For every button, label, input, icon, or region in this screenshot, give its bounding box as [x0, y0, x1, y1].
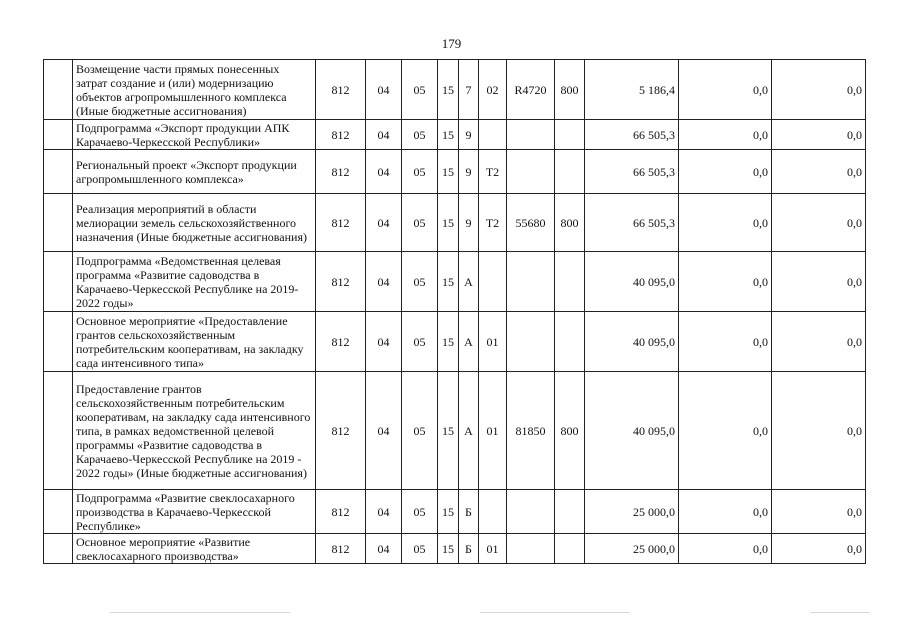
table-row [44, 60, 866, 120]
cell-amount-3: 0,0 [772, 534, 866, 564]
cell-name: Региональный проект «Экспорт продукции агропромышленного комплекса» [73, 150, 316, 194]
cell-rz: 04 [366, 372, 402, 490]
cell-vr [555, 312, 585, 372]
cell-program: 15 [438, 372, 459, 490]
cell-pr: 05 [402, 150, 438, 194]
cell-amount-1: 66 505,3 [585, 120, 679, 150]
cell-program: 15 [438, 490, 459, 534]
cell-vr: 800 [555, 372, 585, 490]
cell-subprogram: А [459, 312, 479, 372]
cell-pr: 05 [402, 372, 438, 490]
cell-direction [507, 252, 555, 312]
cell-vr [555, 150, 585, 194]
cell-program: 15 [438, 312, 459, 372]
cell-gr: 812 [316, 194, 366, 252]
cell-name: Основное мероприятие «Развитие свеклосахарного производства» [73, 534, 316, 564]
table-row [44, 120, 866, 150]
cell-gr: 812 [316, 534, 366, 564]
footer-rule-right [810, 612, 870, 613]
footer-rule-left [110, 612, 290, 613]
cell-amount-2: 0,0 [679, 150, 772, 194]
budget-table [43, 59, 866, 564]
cell-direction [507, 120, 555, 150]
cell-name: Подпрограмма «Ведомственная целевая программа «Развитие садоводства в Карачаево-Черкесской Республике на 2019-2022 годы» [73, 252, 316, 312]
cell-direction [507, 312, 555, 372]
cell-amount-1: 66 505,3 [585, 194, 679, 252]
cell-event [479, 120, 507, 150]
cell-pr: 05 [402, 60, 438, 120]
cell-direction [507, 490, 555, 534]
footer-rule-center [480, 612, 630, 613]
cell-amount-3: 0,0 [772, 252, 866, 312]
cell-event: T2 [479, 150, 507, 194]
cell-blank [44, 194, 73, 252]
cell-gr: 812 [316, 150, 366, 194]
cell-event: 01 [479, 534, 507, 564]
cell-vr [555, 534, 585, 564]
cell-name: Основное мероприятие «Предоставление грантов сельскохозяйственным потребительским кооперативам, на закладку сада интенсивного типа» [73, 312, 316, 372]
cell-pr: 05 [402, 252, 438, 312]
cell-rz: 04 [366, 60, 402, 120]
cell-amount-2: 0,0 [679, 534, 772, 564]
cell-subprogram: А [459, 372, 479, 490]
cell-direction [507, 150, 555, 194]
cell-blank [44, 120, 73, 150]
cell-amount-3: 0,0 [772, 194, 866, 252]
cell-direction [507, 534, 555, 564]
cell-event [479, 490, 507, 534]
cell-program: 15 [438, 150, 459, 194]
cell-rz: 04 [366, 490, 402, 534]
cell-gr: 812 [316, 120, 366, 150]
cell-rz: 04 [366, 120, 402, 150]
cell-amount-1: 40 095,0 [585, 312, 679, 372]
cell-event: 01 [479, 312, 507, 372]
cell-name: Предоставление грантов сельскохозяйственным потребительским кооперативам, на закладку сада интенсивного типа, в рамках ведомственной целевой программы «Развитие садоводства в Карачаево-Черкесской Республике на 2019 - 2022 годы» (Иные бюджетные ассигнования) [73, 372, 316, 490]
cell-blank [44, 252, 73, 312]
cell-event [479, 252, 507, 312]
table-body [44, 60, 866, 564]
cell-program: 15 [438, 252, 459, 312]
cell-amount-3: 0,0 [772, 372, 866, 490]
cell-vr: 800 [555, 60, 585, 120]
cell-rz: 04 [366, 194, 402, 252]
cell-pr: 05 [402, 120, 438, 150]
cell-rz: 04 [366, 252, 402, 312]
cell-amount-1: 40 095,0 [585, 372, 679, 490]
cell-amount-3: 0,0 [772, 490, 866, 534]
table-row [44, 194, 866, 252]
cell-amount-2: 0,0 [679, 120, 772, 150]
cell-blank [44, 312, 73, 372]
cell-rz: 04 [366, 534, 402, 564]
cell-subprogram: 9 [459, 120, 479, 150]
table-row [44, 534, 866, 564]
cell-program: 15 [438, 534, 459, 564]
cell-amount-2: 0,0 [679, 60, 772, 120]
page-number: 179 [441, 36, 462, 51]
table-row [44, 312, 866, 372]
cell-vr [555, 490, 585, 534]
cell-name: Подпрограмма «Экспорт продукции АПК Карачаево-Черкесской Республики» [73, 120, 316, 150]
cell-name: Возмещение части прямых понесенных затрат создание и (или) модернизацию объектов агропромышленного комплекса (Иные бюджетные ассигнования) [73, 60, 316, 120]
cell-amount-3: 0,0 [772, 312, 866, 372]
cell-amount-2: 0,0 [679, 194, 772, 252]
cell-vr: 800 [555, 194, 585, 252]
cell-blank [44, 60, 73, 120]
cell-program: 15 [438, 120, 459, 150]
cell-subprogram: Б [459, 534, 479, 564]
cell-subprogram: Б [459, 490, 479, 534]
cell-amount-1: 5 186,4 [585, 60, 679, 120]
cell-pr: 05 [402, 534, 438, 564]
cell-subprogram: 9 [459, 194, 479, 252]
cell-rz: 04 [366, 150, 402, 194]
cell-event: T2 [479, 194, 507, 252]
cell-amount-2: 0,0 [679, 490, 772, 534]
cell-name: Подпрограмма «Развитие свеклосахарного производства в Карачаево-Черкесской Республике» [73, 490, 316, 534]
cell-pr: 05 [402, 194, 438, 252]
cell-vr [555, 252, 585, 312]
cell-amount-1: 25 000,0 [585, 490, 679, 534]
cell-gr: 812 [316, 60, 366, 120]
cell-event: 01 [479, 372, 507, 490]
cell-amount-1: 25 000,0 [585, 534, 679, 564]
cell-vr [555, 120, 585, 150]
cell-subprogram: А [459, 252, 479, 312]
cell-amount-3: 0,0 [772, 120, 866, 150]
cell-pr: 05 [402, 490, 438, 534]
cell-blank [44, 490, 73, 534]
cell-direction: 55680 [507, 194, 555, 252]
table-row [44, 372, 866, 490]
cell-gr: 812 [316, 490, 366, 534]
cell-amount-3: 0,0 [772, 60, 866, 120]
cell-blank [44, 372, 73, 490]
table-row [44, 150, 866, 194]
cell-subprogram: 9 [459, 150, 479, 194]
cell-direction: 81850 [507, 372, 555, 490]
cell-blank [44, 150, 73, 194]
cell-gr: 812 [316, 372, 366, 490]
cell-amount-2: 0,0 [679, 372, 772, 490]
cell-program: 15 [438, 194, 459, 252]
cell-name: Реализация мероприятий в области мелиорации земель сельскохозяйственного назначения (Иные бюджетные ассигнования) [73, 194, 316, 252]
table-row [44, 252, 866, 312]
cell-event: 02 [479, 60, 507, 120]
table-row [44, 490, 866, 534]
cell-subprogram: 7 [459, 60, 479, 120]
cell-blank [44, 534, 73, 564]
cell-direction: R4720 [507, 60, 555, 120]
cell-amount-1: 40 095,0 [585, 252, 679, 312]
cell-amount-2: 0,0 [679, 312, 772, 372]
cell-amount-3: 0,0 [772, 150, 866, 194]
cell-amount-2: 0,0 [679, 252, 772, 312]
cell-gr: 812 [316, 312, 366, 372]
cell-amount-1: 66 505,3 [585, 150, 679, 194]
cell-pr: 05 [402, 312, 438, 372]
cell-gr: 812 [316, 252, 366, 312]
cell-program: 15 [438, 60, 459, 120]
cell-rz: 04 [366, 312, 402, 372]
